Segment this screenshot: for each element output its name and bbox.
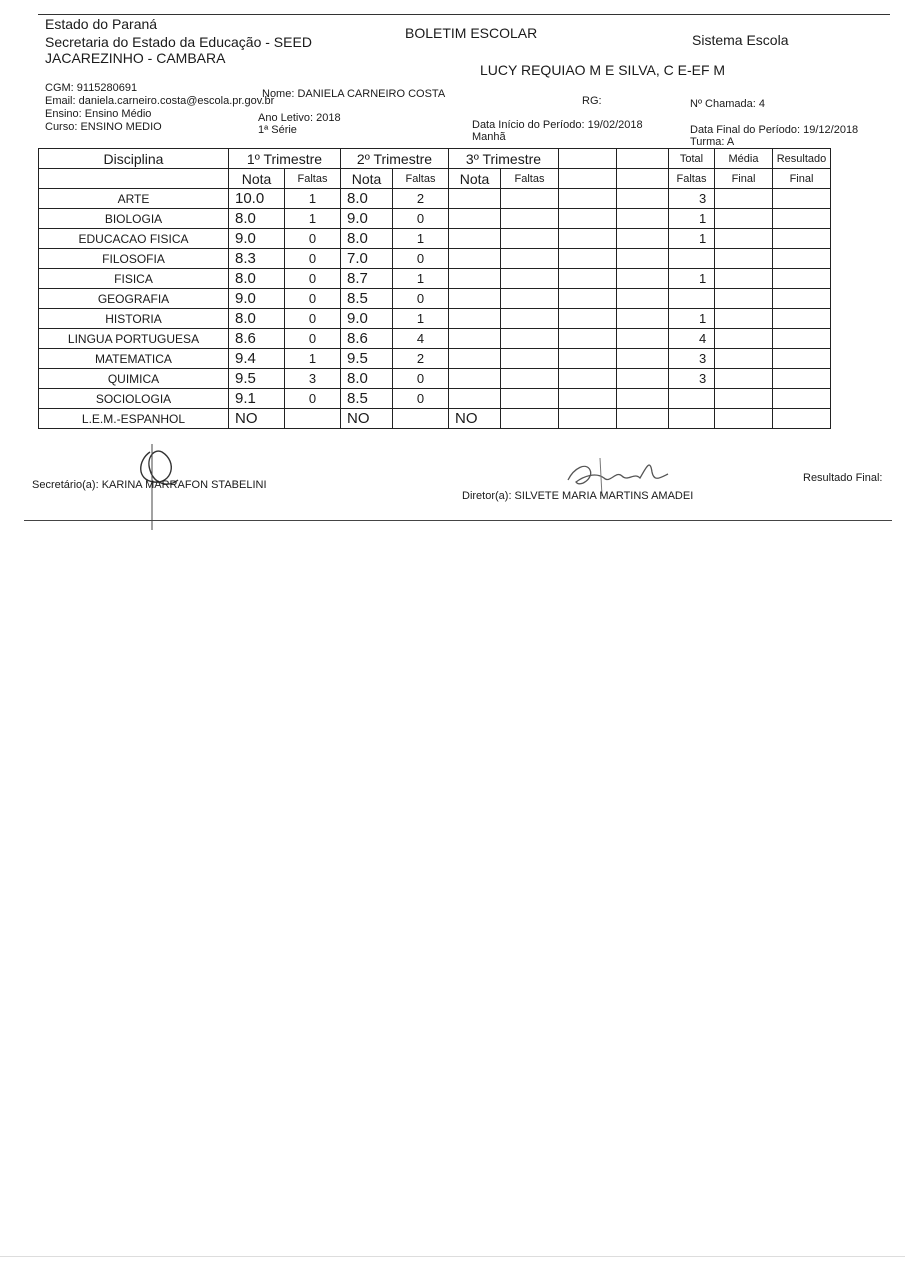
faltas-t1-cell: 0: [285, 289, 341, 309]
nota-t2-cell: NO: [341, 409, 393, 429]
table-row: [39, 209, 831, 229]
footer-rule: [24, 520, 892, 521]
faltas-t2-cell: 0: [393, 389, 449, 409]
header-trimestre-2: 2º Trimestre: [341, 149, 449, 169]
header-trimestre-1: 1º Trimestre: [229, 149, 341, 169]
table-row: [39, 249, 831, 269]
faltas-t3-cell: [501, 369, 559, 389]
subheader-nota-2: Nota: [341, 169, 393, 189]
nota-t1-cell: 9.1: [229, 389, 285, 409]
table-subheader-row: [39, 169, 831, 189]
resultado-final-cell: [773, 369, 831, 389]
nota-t2-cell: 9.0: [341, 209, 393, 229]
total-faltas-cell: [669, 409, 715, 429]
blank-cell-1: [559, 369, 617, 389]
blank-cell-2: [617, 329, 669, 349]
header-total: Total: [669, 149, 715, 169]
faltas-t1-cell: [285, 409, 341, 429]
nota-t1-cell: 8.0: [229, 309, 285, 329]
total-faltas-cell: 1: [669, 269, 715, 289]
table-row: [39, 369, 831, 389]
total-faltas-cell: 1: [669, 209, 715, 229]
nota-t3-cell: [449, 369, 501, 389]
secretariat-name: Secretaria do Estado da Educação - SEED: [45, 34, 312, 50]
blank-cell-2: [617, 409, 669, 429]
student-email: Email: daniela.carneiro.costa@escola.pr.gov.br: [45, 95, 275, 107]
table-row: [39, 229, 831, 249]
resultado-final-cell: [773, 209, 831, 229]
student-serie: 1ª Série: [258, 124, 297, 136]
resultado-final-cell: [773, 409, 831, 429]
discipline-cell: FISICA: [39, 269, 229, 289]
nota-t2-cell: 8.7: [341, 269, 393, 289]
nota-t1-cell: 9.5: [229, 369, 285, 389]
media-final-cell: [715, 309, 773, 329]
faltas-t3-cell: [501, 249, 559, 269]
faltas-t2-cell: 2: [393, 189, 449, 209]
faltas-t1-cell: 1: [285, 349, 341, 369]
faltas-t1-cell: 0: [285, 269, 341, 289]
faltas-t3-cell: [501, 309, 559, 329]
total-faltas-cell: [669, 249, 715, 269]
faltas-t3-cell: [501, 329, 559, 349]
nota-t1-cell: 8.0: [229, 269, 285, 289]
total-faltas-cell: [669, 289, 715, 309]
header-media: Média: [715, 149, 773, 169]
total-faltas-cell: 4: [669, 329, 715, 349]
faltas-t3-cell: [501, 289, 559, 309]
blank-cell-2: [617, 309, 669, 329]
subheader-blank: [39, 169, 229, 189]
subheader-nota-1: Nota: [229, 169, 285, 189]
faltas-t3-cell: [501, 389, 559, 409]
media-final-cell: [715, 249, 773, 269]
discipline-cell: ARTE: [39, 189, 229, 209]
nota-t3-cell: [449, 189, 501, 209]
faltas-t3-cell: [501, 349, 559, 369]
nota-t3-cell: [449, 269, 501, 289]
period-start: Data Início do Período: 19/02/2018: [472, 119, 643, 131]
nota-t3-cell: NO: [449, 409, 501, 429]
period-end: Data Final do Período: 19/12/2018: [690, 124, 859, 136]
student-rg: RG:: [582, 95, 602, 107]
nota-t3-cell: [449, 289, 501, 309]
discipline-cell: LINGUA PORTUGUESA: [39, 329, 229, 349]
blank-cell-1: [559, 289, 617, 309]
faltas-t3-cell: [501, 229, 559, 249]
discipline-cell: EDUCACAO FISICA: [39, 229, 229, 249]
table-row: [39, 309, 831, 329]
document-title: BOLETIM ESCOLAR: [405, 25, 538, 41]
blank-cell-1: [559, 209, 617, 229]
subheader-blank-1: [559, 169, 617, 189]
state-name: Estado do Paraná: [45, 16, 158, 32]
resultado-final-cell: [773, 289, 831, 309]
blank-cell-2: [617, 289, 669, 309]
blank-cell-1: [559, 229, 617, 249]
media-final-cell: [715, 349, 773, 369]
media-final-cell: [715, 369, 773, 389]
nota-t1-cell: 9.0: [229, 229, 285, 249]
subheader-faltas-3: Faltas: [501, 169, 559, 189]
header-resultado: Resultado: [773, 149, 831, 169]
blank-cell-2: [617, 369, 669, 389]
nota-t1-cell: 8.6: [229, 329, 285, 349]
student-ensino: Ensino: Ensino Médio: [45, 108, 152, 120]
nota-t3-cell: [449, 209, 501, 229]
blank-cell-2: [617, 389, 669, 409]
discipline-cell: QUIMICA: [39, 369, 229, 389]
header-trimestre-3: 3º Trimestre: [449, 149, 559, 169]
nota-t2-cell: 9.0: [341, 309, 393, 329]
resultado-final-cell: [773, 189, 831, 209]
table-row: [39, 329, 831, 349]
resultado-final-cell: [773, 249, 831, 269]
blank-cell-1: [559, 329, 617, 349]
faltas-t1-cell: 3: [285, 369, 341, 389]
total-faltas-cell: 3: [669, 369, 715, 389]
nota-t3-cell: [449, 389, 501, 409]
faltas-t2-cell: 0: [393, 289, 449, 309]
discipline-cell: BIOLOGIA: [39, 209, 229, 229]
faltas-t1-cell: 0: [285, 249, 341, 269]
faltas-t3-cell: [501, 269, 559, 289]
resultado-final-cell: [773, 269, 831, 289]
nota-t1-cell: 8.3: [229, 249, 285, 269]
nota-t2-cell: 7.0: [341, 249, 393, 269]
resultado-final-cell: [773, 349, 831, 369]
city-name: JACAREZINHO - CAMBARA: [45, 50, 226, 66]
faltas-t2-cell: 0: [393, 369, 449, 389]
faltas-t1-cell: 0: [285, 329, 341, 349]
nota-t2-cell: 8.5: [341, 389, 393, 409]
top-rule: [38, 14, 890, 15]
nota-t1-cell: 9.0: [229, 289, 285, 309]
faltas-t2-cell: [393, 409, 449, 429]
nota-t1-cell: NO: [229, 409, 285, 429]
blank-cell-2: [617, 229, 669, 249]
blank-cell-2: [617, 189, 669, 209]
table-header-row: [39, 149, 831, 169]
media-final-cell: [715, 229, 773, 249]
system-name: Sistema Escola: [692, 32, 789, 48]
grades-table: [38, 148, 831, 429]
blank-cell-1: [559, 309, 617, 329]
blank-cell-1: [559, 249, 617, 269]
table-row: [39, 269, 831, 289]
discipline-cell: MATEMATICA: [39, 349, 229, 369]
nota-t2-cell: 8.6: [341, 329, 393, 349]
student-chamada: Nº Chamada: 4: [690, 98, 765, 110]
faltas-t1-cell: 0: [285, 389, 341, 409]
nota-t3-cell: [449, 329, 501, 349]
total-faltas-cell: [669, 389, 715, 409]
table-row: [39, 289, 831, 309]
subheader-blank-2: [617, 169, 669, 189]
student-ano-letivo: Ano Letivo: 2018: [258, 112, 341, 124]
student-turma: Turma: A: [690, 136, 735, 148]
director-name: Diretor(a): SILVETE MARIA MARTINS AMADEI: [462, 490, 694, 502]
student-curso: Curso: ENSINO MEDIO: [45, 121, 162, 133]
faltas-t3-cell: [501, 209, 559, 229]
media-final-cell: [715, 289, 773, 309]
nota-t2-cell: 8.0: [341, 369, 393, 389]
subheader-total-faltas: Faltas: [669, 169, 715, 189]
subheader-faltas-2: Faltas: [393, 169, 449, 189]
nota-t2-cell: 9.5: [341, 349, 393, 369]
faltas-t2-cell: 2: [393, 349, 449, 369]
discipline-cell: L.E.M.-ESPANHOL: [39, 409, 229, 429]
header-blank-2: [617, 149, 669, 169]
nota-t1-cell: 9.4: [229, 349, 285, 369]
blank-cell-1: [559, 269, 617, 289]
media-final-cell: [715, 329, 773, 349]
faltas-t1-cell: 0: [285, 309, 341, 329]
blank-cell-2: [617, 209, 669, 229]
faltas-t1-cell: 1: [285, 189, 341, 209]
media-final-cell: [715, 409, 773, 429]
media-final-cell: [715, 189, 773, 209]
total-faltas-cell: 1: [669, 229, 715, 249]
resultado-final-cell: [773, 309, 831, 329]
nota-t3-cell: [449, 309, 501, 329]
nota-t3-cell: [449, 249, 501, 269]
nota-t1-cell: 10.0: [229, 189, 285, 209]
discipline-cell: GEOGRAFIA: [39, 289, 229, 309]
discipline-cell: HISTORIA: [39, 309, 229, 329]
total-faltas-cell: 3: [669, 349, 715, 369]
resultado-final-cell: [773, 389, 831, 409]
media-final-cell: [715, 269, 773, 289]
school-name: LUCY REQUIAO M E SILVA, C E-EF M: [480, 62, 726, 78]
total-faltas-cell: 1: [669, 309, 715, 329]
page-bottom-edge: [0, 1256, 905, 1257]
faltas-t3-cell: [501, 189, 559, 209]
secretary-name: Secretário(a): KARINA MARRAFON STABELINI: [32, 479, 267, 491]
blank-cell-1: [559, 189, 617, 209]
faltas-t1-cell: 1: [285, 209, 341, 229]
faltas-t1-cell: 0: [285, 229, 341, 249]
header-disciplina: Disciplina: [39, 149, 229, 169]
table-row: [39, 409, 831, 429]
period-shift: Manhã: [472, 131, 506, 143]
subheader-faltas-1: Faltas: [285, 169, 341, 189]
student-name: Nome: DANIELA CARNEIRO COSTA: [262, 88, 446, 100]
discipline-cell: SOCIOLOGIA: [39, 389, 229, 409]
total-faltas-cell: 3: [669, 189, 715, 209]
resultado-final-cell: [773, 229, 831, 249]
nota-t3-cell: [449, 229, 501, 249]
faltas-t2-cell: 1: [393, 309, 449, 329]
nota-t2-cell: 8.0: [341, 229, 393, 249]
blank-cell-2: [617, 269, 669, 289]
faltas-t2-cell: 1: [393, 269, 449, 289]
table-row: [39, 389, 831, 409]
faltas-t2-cell: 0: [393, 209, 449, 229]
faltas-t3-cell: [501, 409, 559, 429]
nota-t2-cell: 8.0: [341, 189, 393, 209]
discipline-cell: FILOSOFIA: [39, 249, 229, 269]
table-row: [39, 189, 831, 209]
faltas-t2-cell: 0: [393, 249, 449, 269]
faltas-t2-cell: 4: [393, 329, 449, 349]
media-final-cell: [715, 389, 773, 409]
nota-t1-cell: 8.0: [229, 209, 285, 229]
blank-cell-2: [617, 349, 669, 369]
media-final-cell: [715, 209, 773, 229]
resultado-final-cell: [773, 329, 831, 349]
faltas-t2-cell: 1: [393, 229, 449, 249]
final-result-label: Resultado Final:: [803, 472, 883, 484]
student-cgm: CGM: 9115280691: [45, 82, 138, 94]
table-row: [39, 349, 831, 369]
nota-t2-cell: 8.5: [341, 289, 393, 309]
subheader-resultado-final: Final: [773, 169, 831, 189]
blank-cell-1: [559, 409, 617, 429]
subheader-media-final: Final: [715, 169, 773, 189]
blank-cell-1: [559, 349, 617, 369]
header-blank-1: [559, 149, 617, 169]
blank-cell-2: [617, 249, 669, 269]
blank-cell-1: [559, 389, 617, 409]
nota-t3-cell: [449, 349, 501, 369]
subheader-nota-3: Nota: [449, 169, 501, 189]
